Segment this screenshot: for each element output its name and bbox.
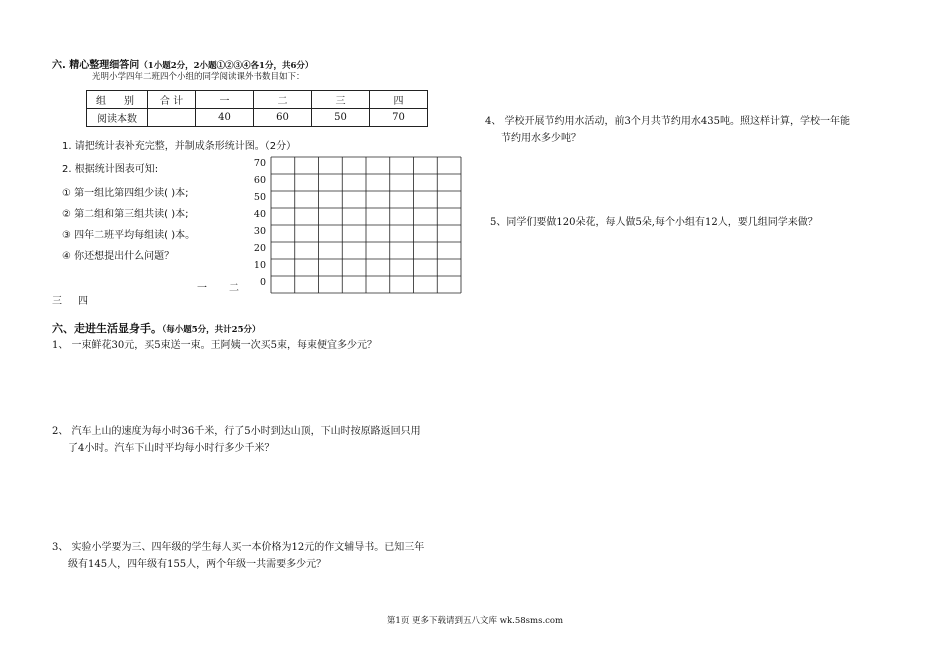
section-six-heading — [52, 56, 313, 71]
table-cell: 60 — [254, 109, 312, 127]
question-2: 2. 根据统计图表可知: — [62, 164, 159, 175]
x-label-two: 二 — [229, 283, 239, 294]
question-1: 1. 请把统计表补充完整，并制成条形统计图。（2分） — [62, 141, 297, 152]
sub-question-4: ④ 你还想提出什么问题？ — [62, 251, 175, 262]
section-seven-title: 六、走进生活显身手。 — [52, 322, 162, 335]
section-seven-heading — [52, 320, 261, 336]
y-tick-label: 30 — [253, 226, 266, 237]
problem-3-line-2: 级有145人，四年级有155人，两个年级一共需要多少元？ — [68, 559, 327, 570]
sub-question-2: ② 第二组和第三组共读( )本; — [62, 209, 189, 220]
table-cell: 70 — [370, 109, 428, 127]
problem-3-line-1: 3、 实验小学要为三、四年级的学生每人买一本价格为12元的作文辅导书。已知三年 — [52, 542, 425, 553]
x-label-one: 一 — [197, 283, 207, 294]
y-tick-label: 70 — [253, 158, 266, 169]
problem-1: 1、 一束鲜花30元，买5束送一束。王阿姨一次买5束，每束便宜多少元？ — [52, 340, 377, 351]
blank-chart-grid — [270, 156, 462, 294]
x-label-four: 四 — [78, 296, 88, 307]
sub-question-1: ① 第一组比第四组少读( )本; — [62, 188, 189, 199]
table-header-row — [87, 91, 428, 109]
table-header-cell: 四 — [370, 91, 428, 109]
y-tick-label: 60 — [253, 175, 266, 186]
section-seven-note: （每小题5分，共计25分） — [162, 325, 261, 335]
problem-2-line-1: 2、 汽车上山的速度为每小时36千米，行了5小时到达山顶，下山时按原路返回只用 — [52, 426, 421, 437]
problem-4-line-2: 节约用水多少吨？ — [501, 133, 581, 144]
section-six-intro: 光明小学四年二班四个小组的同学阅读课外书数目如下： — [92, 72, 305, 82]
table-header-cell: 合 计 — [148, 91, 196, 109]
table-header-cell: 一 — [196, 91, 254, 109]
table-header-cell: 三 — [312, 91, 370, 109]
y-tick-label: 20 — [253, 243, 266, 254]
reading-table — [86, 90, 428, 127]
problem-5: 5、同学们要做120朵花，每人做5朵,每个小组有12人，要几组同学来做？ — [490, 217, 818, 228]
y-tick-label: 0 — [259, 277, 266, 288]
table-header-cell: 组 别 — [87, 91, 148, 109]
table-cell-total — [148, 109, 196, 127]
x-label-three: 三 — [52, 296, 62, 307]
y-tick-label: 40 — [253, 209, 266, 220]
table-row — [87, 109, 428, 127]
table-row-label: 阅读本数 — [87, 109, 148, 127]
table-cell: 50 — [312, 109, 370, 127]
y-tick-label: 50 — [253, 192, 266, 203]
problem-2-line-2: 了4小时。汽车下山时平均每小时行多少千米？ — [68, 443, 275, 454]
y-tick-label: 10 — [253, 260, 266, 271]
page-footer: 第1页 更多下载请到五八文库 wk.58sms.com — [386, 616, 564, 626]
section-six-title: 六. 精心整理细答问 — [52, 60, 140, 71]
section-six-note: （1小题2分，2小题①②③④各1分，共6分） — [139, 61, 314, 71]
table-cell: 40 — [196, 109, 254, 127]
table-header-cell: 二 — [254, 91, 312, 109]
problem-4-line-1: 4、 学校开展节约用水活动，前3个月共节约用水435吨。照这样计算，学校一年能 — [485, 116, 850, 127]
sub-question-3: ③ 四年二班平均每组读( )本。 — [62, 230, 196, 241]
